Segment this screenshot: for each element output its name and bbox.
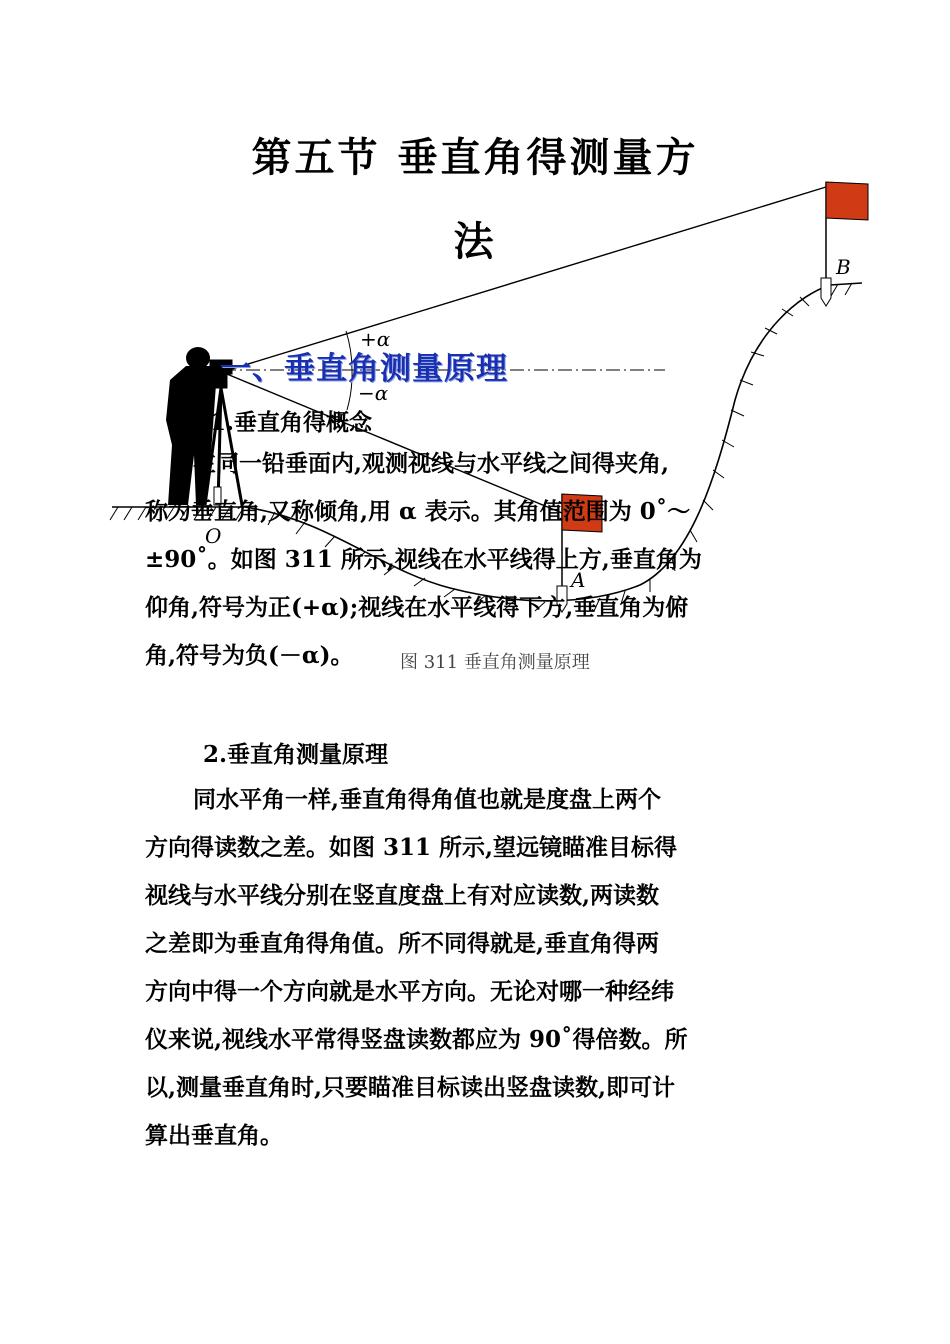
flag-b <box>821 182 868 306</box>
text-line: ±90˚。如图 311 所示,视线在水平线得上方,垂直角为 <box>145 546 702 573</box>
point-o-label: O <box>205 524 222 548</box>
minus-alpha-label: −α <box>358 381 389 405</box>
figure-caption: 图 311 垂直角测量原理 <box>400 652 590 673</box>
text-line: 视线与水平线分别在竖直度盘上有对应读数,两读数 <box>145 882 660 909</box>
text-line: 仰角,符号为正(+α);视线在水平线得下方,垂直角为俯 <box>145 594 689 621</box>
text-line: 角,符号为负(－α)。 <box>145 642 354 669</box>
subsection-heading-concept: 1.垂直角得概念 <box>210 409 373 436</box>
concept-paragraph <box>145 440 810 680</box>
plus-alpha-label: +α <box>360 327 391 351</box>
text-line: 在同一铅垂面内,观测视线与水平线之间得夹角, <box>145 450 670 477</box>
text-line: 称为垂直角,又称倾角,用 α 表示。其角值范围为 0˚～ <box>145 498 691 525</box>
text-line: 同水平角一样,垂直角得角值也就是度盘上两个 <box>145 786 662 813</box>
page-title-line2: 法 <box>453 218 497 265</box>
section-heading: 一、垂直角测量原理 <box>220 351 508 387</box>
point-a-label: A <box>571 568 586 592</box>
text-line: 以,测量垂直角时,只要瞄准目标读出竖盘读数,即可计 <box>145 1074 676 1101</box>
text-line: 方向中得一个方向就是水平方向。无论对哪一种经纬 <box>145 978 674 1005</box>
text-line: 方向得读数之差。如图 311 所示,望远镜瞄准目标得 <box>145 834 678 861</box>
text-line: 仪来说,视线水平常得竖盘读数都应为 90˚得倍数。所 <box>145 1026 688 1053</box>
page-title-line1: 第五节 垂直角得测量方 <box>251 134 699 181</box>
point-b-label: B <box>836 255 851 279</box>
text-line: 算出垂直角。 <box>145 1122 283 1149</box>
text-line: 之差即为垂直角得角值。所不同得就是,垂直角得两 <box>145 930 660 957</box>
subsection-heading-principle: 2.垂直角测量原理 <box>203 741 389 768</box>
principle-paragraph <box>145 776 810 1160</box>
